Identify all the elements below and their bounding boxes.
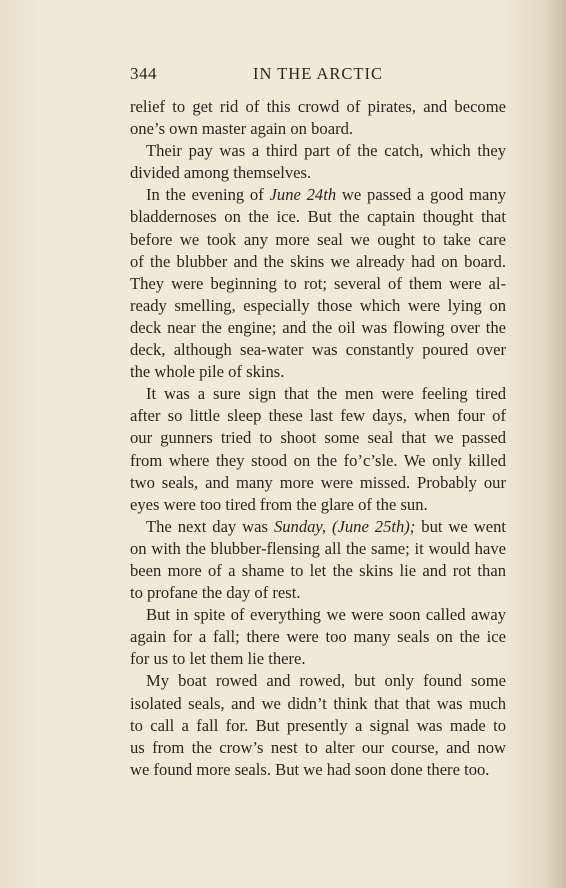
text-line: relief to get rid of this crowd of pirates, and become <box>130 97 506 116</box>
text-line: on with the blubber-flensing all the same; it would have <box>130 538 506 558</box>
text-segment: we passed a good many <box>336 185 506 205</box>
text-line: for us to let them lie there. <box>130 649 306 669</box>
text-line: us from the crow’s nest to alter our course, and now <box>130 737 506 757</box>
text-line <box>130 184 506 206</box>
page-header <box>130 64 506 88</box>
body-text <box>130 96 506 781</box>
text-line: we found more seals. But we had soon done there too. <box>130 759 490 779</box>
text-line: to profane the day of rest. <box>130 583 301 603</box>
text-line: after so little sleep these last few days, when four of <box>130 406 506 426</box>
text-line <box>130 516 506 538</box>
text-line: ready smelling, especially those which were lying on <box>130 295 506 315</box>
date-emphasis: June 24th <box>269 185 337 205</box>
text-line: They were beginning to rot; several of them were al- <box>130 273 506 293</box>
text-line: the whole pile of skins. <box>130 362 285 382</box>
text-line: divided among themselves. <box>130 163 312 183</box>
page-number: 344 <box>130 64 157 83</box>
text-segment: In the evening of <box>146 185 270 205</box>
text-line: one’s own master again on board. <box>130 119 354 139</box>
text-line: deck near the engine; and the oil was flowing over the <box>130 317 506 337</box>
text-line: been more of a shame to let the skins lie and rot than <box>130 560 506 580</box>
text-line: Their pay was a third part of the catch, which they <box>146 141 506 161</box>
text-segment: The next day was <box>146 516 274 536</box>
text-line: before we took any more seal we ought to take care <box>130 229 506 249</box>
text-segment: but we went <box>415 516 506 536</box>
text-line: two seals, and many more were missed. Probably our <box>130 472 506 492</box>
text-line: from where they stood on the fo’c’sle. We only killed <box>130 450 506 470</box>
text-line: eyes were too tired from the glare of the sun. <box>130 494 428 514</box>
text-line: deck, although sea-water was constantly poured over <box>130 340 506 360</box>
running-head: IN THE ARCTIC <box>252 64 384 83</box>
text-line: our gunners tried to shoot some seal that we passed <box>130 428 506 448</box>
text-line: to call a fall for. But presently a signal was made to <box>130 715 506 735</box>
date-emphasis: Sunday, (June 25th); <box>273 516 416 536</box>
text-line: again for a fall; there were too many seals on the ice <box>130 627 506 647</box>
text-line: My boat rowed and rowed, but only found some <box>146 671 506 691</box>
text-line: of the blubber and the skins we already had on board. <box>130 251 506 271</box>
text-line: bladdernoses on the ice. But the captain thought that <box>130 207 506 227</box>
text-line: It was a sure sign that the men were feeling tired <box>146 384 506 404</box>
text-line: isolated seals, and we didn’t think that that was much <box>130 693 506 713</box>
text-line: But in spite of everything we were soon called away <box>146 605 506 625</box>
